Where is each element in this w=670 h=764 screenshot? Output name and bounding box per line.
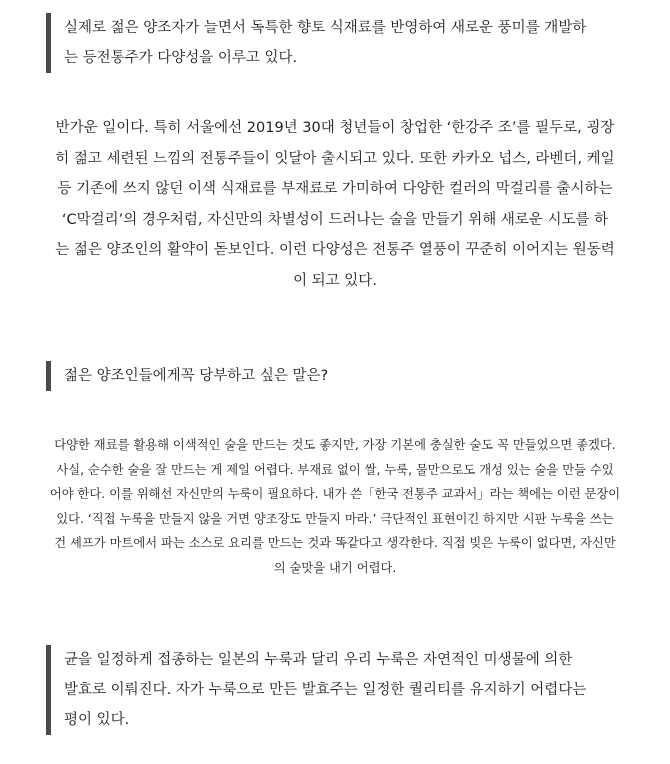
body-paragraph-1: 반가운 일이다. 특히 서울에선 2019년 30대 청년들이 창업한 ‘한강주 조’를 필두로, 굉장 히 젊고 세련된 느낌의 전통주들이 잇달아 출시되고 있다. 또한 카카오 넙스, 라벤더, 케일 등 기존에 쓰지 않던 이색 식재료를 부재료로 가미하여 다양한 컬러의 막걸리를 출시하는 ‘C막걸리’의 경우처럼, 자신만의 차별성이 드러나는 술을 만들기 위해 새로운 시도를 하 는 젊은 양조인의 활약이 돋보인다. 이런 다양성은 전통주 열풍이 꾸준히 이어지는 원동력 이 되고 있다. — [55, 120, 615, 289]
pull-quote-1-text: 실제로 젊은 양조자가 늘면서 독특한 향토 식재료를 반영하여 새로운 풍미를 개발하 는 등전통주가 다양성을 이루고 있다. — [64, 20, 587, 66]
interview-question — [46, 361, 624, 391]
interview-question-text: 젊은 양조인들에게꼭 당부하고 싶은 말은? — [64, 368, 329, 384]
interview-answer: 다양한 재료를 활용해 이색적인 술을 만드는 것도 좋지만, 가장 기본에 충실한 술도 꼭 만들었으면 좋겠다. 사실, 순수한 술을 잘 만드는 게 제일 어렵다. 부재료 없이 쌀, 누룩, 물만으로도 개성 있는 술을 만들 수있 어야 한다. 이를 위해선 자신만의 누룩이 필요하다. 내가 쓴「한국 전통주 교과서」라는 책에는 이런 문장이 있다. ‘직접 누룩을 만들지 않을 거면 양조장도 만들지 마라.’ 극단적인 표현이긴 하지만 시판 누룩을 쓰는 건 셰프가 마트에서 파는 소스로 요리를 만드는 것과 똑같다고 생각한다. 직접 빚은 누룩이 없다면, 자신만 의 술맛을 내기 어렵다. — [49, 438, 621, 575]
pull-quote-3-text: 균을 일정하게 접종하는 일본의 누룩과 달리 우리 누룩은 자연적인 미생물에 의한 발효로 이뤄진다. 자가 누룩으로 만든 발효주는 일정한 퀄리티를 유지하기 어렵다는 평이 있다. — [64, 652, 587, 728]
pull-quote-1 — [46, 13, 624, 73]
pull-quote-3 — [46, 645, 624, 735]
